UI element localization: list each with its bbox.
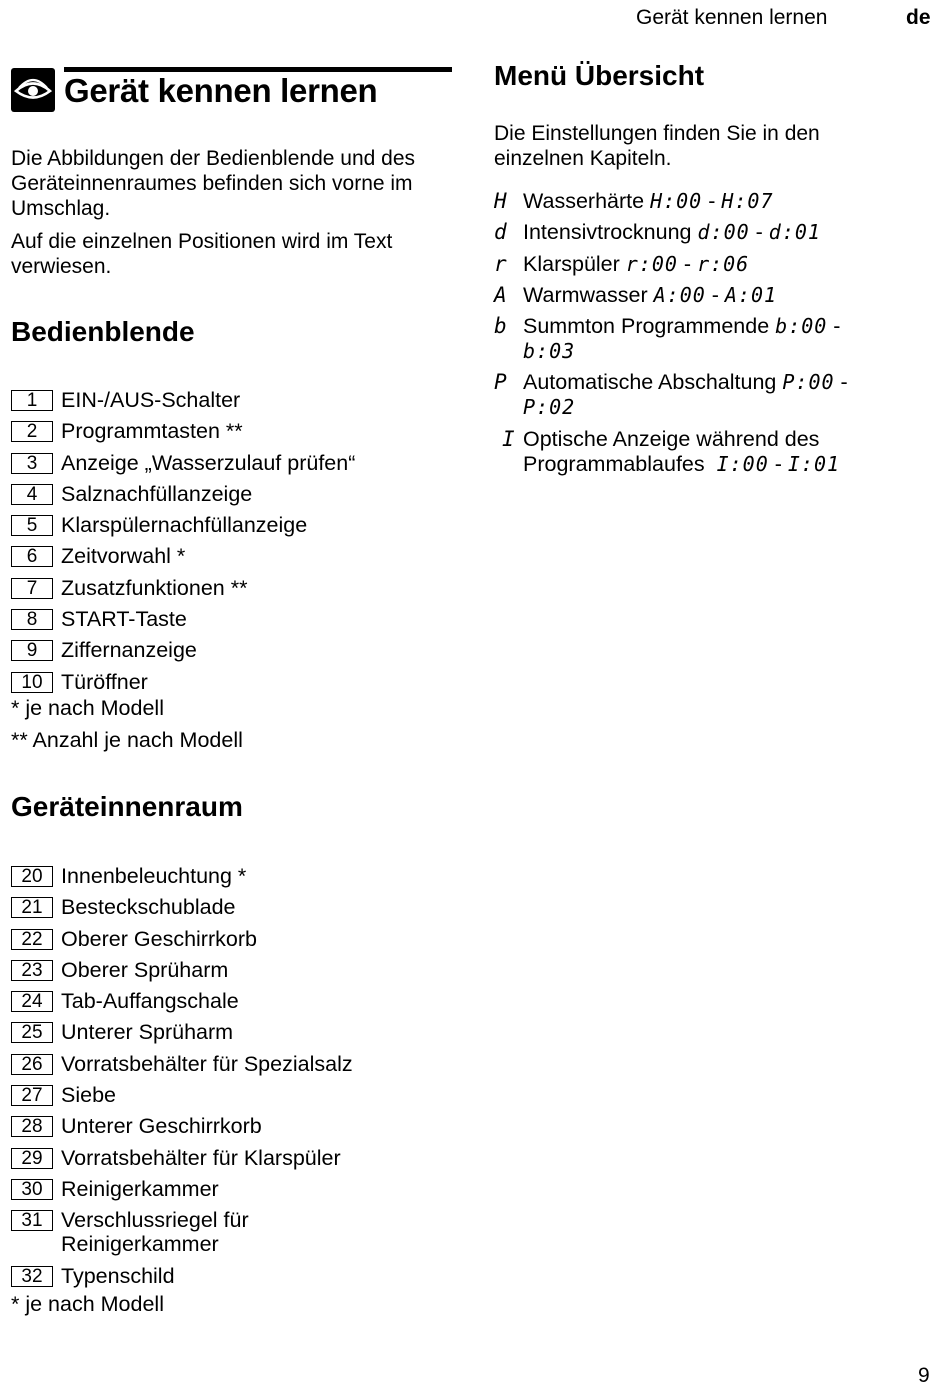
range-to: I:01: [787, 451, 841, 476]
position-number: 10: [11, 672, 53, 693]
menu-item-label: Wasserhärte: [523, 189, 645, 213]
menu-intro: Die Einstellungen finden Sie in den einzelnen Kapiteln.: [494, 122, 820, 170]
range-from: I:00: [716, 451, 769, 476]
menu-item: b Summton Programmende b:00 - b:03: [494, 314, 841, 364]
list-item-label: Salznachfüllanzeige: [61, 481, 253, 506]
position-number: 6: [11, 546, 53, 567]
list-item-label: Typenschild: [61, 1264, 175, 1289]
range-to: P:02: [523, 395, 576, 420]
list-item-label: Besteckschublade: [61, 895, 236, 920]
position-number: 5: [11, 515, 53, 536]
position-number: 2: [11, 421, 53, 442]
menu-item: d Intensivtrocknung d:00 - d:01: [494, 220, 821, 245]
position-number: 28: [11, 1116, 53, 1137]
list-item-label: Zeitvorwahl *: [61, 544, 186, 569]
menu-item-label: Automatische Abschaltung: [523, 370, 777, 395]
range-to: H:07: [721, 189, 774, 213]
list-item-label: Oberer Sprüharm: [61, 957, 229, 982]
list-item-label: Innenbeleuchtung *: [61, 864, 247, 888]
menu-item-label: Optische Anzeige während des Programmablaufes: [523, 426, 820, 476]
range-from: r:00: [625, 251, 678, 276]
menu-item: r Klarspüler r:00 - r:06: [494, 251, 750, 276]
range-from: b:00: [775, 314, 828, 339]
display-code: I: [502, 426, 515, 451]
page-number: 9: [918, 1364, 930, 1387]
position-number: 8: [11, 609, 53, 630]
position-number: 9: [11, 640, 53, 661]
position-number: 4: [11, 484, 53, 505]
position-number: 24: [11, 991, 53, 1012]
list-item-label: START-Taste: [61, 607, 187, 632]
section-heading-menu: Menü Übersicht: [494, 60, 705, 91]
eye-icon: [11, 68, 55, 112]
list-item-label: Türöffner: [61, 669, 148, 694]
section-heading-innenraum: Geräteinnenraum: [11, 791, 243, 822]
menu-item-label: Klarspüler: [523, 251, 620, 276]
range-from: d:00: [697, 220, 750, 245]
position-number: 3: [11, 453, 53, 474]
list-item-label: Unterer Sprüharm: [61, 1020, 234, 1045]
menu-settings-list: [494, 189, 914, 483]
list-item-label: EIN-/AUS-Schalter: [61, 388, 241, 412]
section-heading-bedienblende: Bedienblende: [11, 316, 195, 347]
list-item-label: Verschlussriegel für Reinigerkammer: [61, 1208, 249, 1257]
display-code: A: [494, 282, 507, 307]
range-to: b:03: [523, 339, 576, 364]
position-number: 20: [11, 866, 53, 887]
position-number: 1: [11, 390, 53, 411]
language-code: de: [906, 6, 931, 29]
range-to: r:06: [697, 251, 750, 276]
position-number: 26: [11, 1054, 53, 1075]
list-item-label: Klarspülernachfüllanzeige: [61, 513, 308, 538]
list-item-label: Anzeige „Wasserzulauf prüfen“: [61, 450, 356, 475]
page-title: Gerät kennen lernen: [64, 72, 378, 109]
list-item-label: Zusatzfunktionen **: [61, 575, 248, 600]
list-item-label: Vorratsbehälter für Klarspüler: [61, 1145, 341, 1170]
position-number: 25: [11, 1022, 53, 1043]
intro-paragraph-2: Auf die einzelnen Positionen wird im Text verwiesen.: [11, 230, 393, 278]
list-item-label: Tab-Auffangschale: [61, 989, 239, 1014]
range-from: P:00: [782, 370, 835, 395]
position-number: 7: [11, 578, 53, 599]
position-number: 21: [11, 897, 53, 918]
position-number: 23: [11, 960, 53, 981]
position-number: 31: [11, 1210, 53, 1231]
position-number: 32: [11, 1266, 53, 1287]
menu-item: I Optische Anzeige während des Programmablaufes I:00 - I:01: [502, 426, 841, 476]
list-item-label: Programmtasten **: [61, 419, 243, 444]
position-number: 30: [11, 1179, 53, 1200]
position-number: 22: [11, 929, 53, 950]
range-from: H:00: [650, 189, 703, 213]
list-item-label: Siebe: [61, 1083, 116, 1108]
range-to: d:01: [768, 220, 821, 245]
menu-item-label: Summton Programmende: [523, 314, 770, 339]
menu-item: P Automatische Abschaltung P:00 - P:02: [494, 370, 848, 420]
display-code: P: [494, 370, 507, 395]
menu-item: H Wasserhärte H:00 - H:07: [494, 189, 774, 213]
running-header-title: Gerät kennen lernen: [636, 6, 828, 29]
menu-item-label: Intensivtrocknung: [523, 220, 692, 245]
intro-paragraph-1: Die Abbildungen der Bedienblende und des Geräteinnenraumes befinden sich vorne im Umschlag.: [11, 147, 415, 220]
footnote-count: ** Anzahl je nach Modell: [11, 728, 243, 752]
display-code: d: [494, 220, 507, 245]
display-code: H: [494, 189, 507, 213]
list-item-label: Reinigerkammer: [61, 1176, 219, 1201]
list-item-label: Ziffernanzeige: [61, 638, 197, 663]
footnote-model: * je nach Modell: [11, 696, 164, 720]
list-item-label: Vorratsbehälter für Spezialsalz: [61, 1051, 353, 1076]
range-from: A:00: [653, 282, 706, 307]
list-item-label: Unterer Geschirrkorb: [61, 1114, 262, 1139]
footnote-model-2: * je nach Modell: [11, 1292, 164, 1316]
position-number: 27: [11, 1085, 53, 1106]
range-to: A:01: [724, 282, 778, 307]
position-number: 29: [11, 1148, 53, 1169]
display-code: r: [494, 251, 507, 276]
menu-item-label: Warmwasser: [523, 282, 648, 307]
menu-item: A Warmwasser A:00 - A:01: [494, 282, 778, 307]
list-item-label: Oberer Geschirrkorb: [61, 926, 257, 951]
display-code: b: [494, 314, 507, 339]
